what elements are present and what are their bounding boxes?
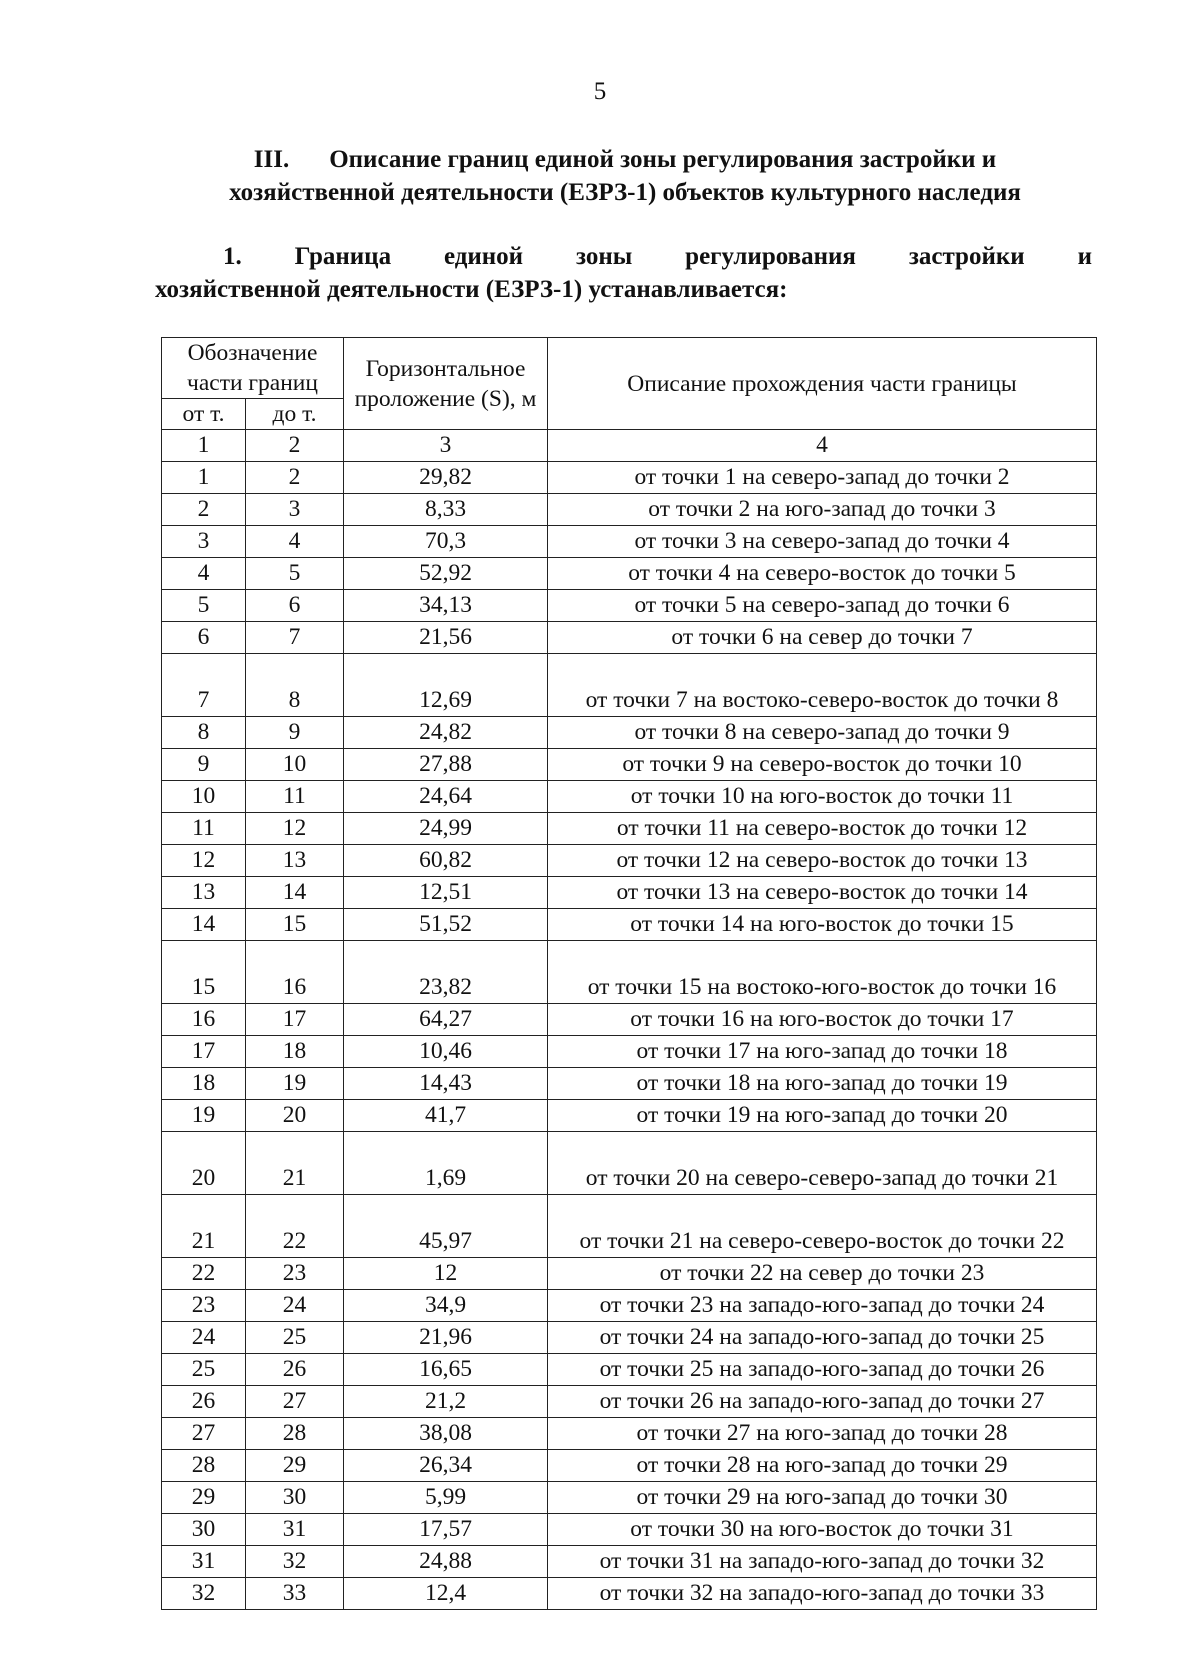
cell-from-point: 11: [162, 813, 246, 845]
cell-to-point: 29: [246, 1450, 344, 1482]
cell-distance: 34,9: [344, 1290, 548, 1322]
cell-from-point: 24: [162, 1322, 246, 1354]
cell-distance: 16,65: [344, 1354, 548, 1386]
table-row: [162, 1290, 1097, 1322]
cell-from-point: 22: [162, 1258, 246, 1290]
cell-from-point: 6: [162, 622, 246, 654]
cell-from-point: 19: [162, 1100, 246, 1132]
cell-to-point: 32: [246, 1546, 344, 1578]
cell-to-point: 27: [246, 1386, 344, 1418]
cell-to-point: 18: [246, 1036, 344, 1068]
column-number: 2: [246, 430, 344, 462]
cell-description: от точки 2 на юго-запад до точки 3: [548, 494, 1097, 526]
cell-from-point: 12: [162, 845, 246, 877]
cell-from-point: 13: [162, 877, 246, 909]
table-row: [162, 1195, 1097, 1258]
cell-distance: 1,69: [344, 1132, 548, 1195]
cell-to-point: 21: [246, 1132, 344, 1195]
cell-description: от точки 24 на западо-юго-запад до точки 25: [548, 1322, 1097, 1354]
table-row: [162, 494, 1097, 526]
cell-from-point: 14: [162, 909, 246, 941]
table-row: [162, 1546, 1097, 1578]
subtitle-word: застройки: [908, 243, 1025, 270]
header-to: до т.: [246, 399, 344, 430]
cell-distance: 51,52: [344, 909, 548, 941]
cell-distance: 12,69: [344, 654, 548, 717]
table-row: [162, 877, 1097, 909]
cell-to-point: 17: [246, 1004, 344, 1036]
cell-distance: 14,43: [344, 1068, 548, 1100]
cell-description: от точки 6 на север до точки 7: [548, 622, 1097, 654]
cell-distance: 21,56: [344, 622, 548, 654]
cell-distance: 24,82: [344, 717, 548, 749]
section-roman-numeral: III.: [253, 146, 290, 173]
cell-distance: 5,99: [344, 1482, 548, 1514]
table-row: [162, 1418, 1097, 1450]
cell-description: от точки 27 на юго-запад до точки 28: [548, 1418, 1097, 1450]
table-row: [162, 1036, 1097, 1068]
cell-distance: 24,64: [344, 781, 548, 813]
cell-from-point: 27: [162, 1418, 246, 1450]
cell-to-point: 6: [246, 590, 344, 622]
cell-to-point: 2: [246, 462, 344, 494]
cell-description: от точки 14 на юго-восток до точки 15: [548, 909, 1097, 941]
subtitle-word: и: [1077, 243, 1092, 270]
cell-to-point: 22: [246, 1195, 344, 1258]
header-from: от т.: [162, 399, 246, 430]
cell-from-point: 2: [162, 494, 246, 526]
cell-from-point: 8: [162, 717, 246, 749]
table-row: [162, 558, 1097, 590]
cell-from-point: 4: [162, 558, 246, 590]
table-row: [162, 590, 1097, 622]
table-row: [162, 1578, 1097, 1610]
cell-distance: 23,82: [344, 941, 548, 1004]
table-row: [162, 1258, 1097, 1290]
table-row: [162, 1514, 1097, 1546]
cell-description: от точки 17 на юго-запад до точки 18: [548, 1036, 1097, 1068]
cell-description: от точки 12 на северо-восток до точки 13: [548, 845, 1097, 877]
cell-from-point: 10: [162, 781, 246, 813]
subtitle-word: зоны: [575, 243, 633, 270]
table-row: [162, 1482, 1097, 1514]
subtitle-line-2: хозяйственной деятельности (ЕЗРЗ-1) устанавливается:: [155, 276, 788, 303]
cell-distance: 27,88: [344, 749, 548, 781]
cell-from-point: 3: [162, 526, 246, 558]
cell-distance: 45,97: [344, 1195, 548, 1258]
cell-description: от точки 32 на западо-юго-запад до точки 33: [548, 1578, 1097, 1610]
cell-description: от точки 1 на северо-запад до точки 2: [548, 462, 1097, 494]
table-row: [162, 622, 1097, 654]
column-number: 4: [548, 430, 1097, 462]
table-row: [162, 1322, 1097, 1354]
cell-description: от точки 11 на северо-восток до точки 12: [548, 813, 1097, 845]
cell-description: от точки 23 на западо-юго-запад до точки 24: [548, 1290, 1097, 1322]
cell-description: от точки 10 на юго-восток до точки 11: [548, 781, 1097, 813]
cell-to-point: 10: [246, 749, 344, 781]
cell-description: от точки 28 на юго-запад до точки 29: [548, 1450, 1097, 1482]
cell-to-point: 14: [246, 877, 344, 909]
subtitle-word: 1.: [223, 243, 242, 270]
cell-description: от точки 3 на северо-запад до точки 4: [548, 526, 1097, 558]
cell-description: от точки 26 на западо-юго-запад до точки 27: [548, 1386, 1097, 1418]
cell-from-point: 16: [162, 1004, 246, 1036]
cell-to-point: 30: [246, 1482, 344, 1514]
section-title: [170, 143, 1080, 209]
boundary-table: [161, 337, 1097, 1610]
cell-from-point: 15: [162, 941, 246, 1004]
cell-distance: 24,88: [344, 1546, 548, 1578]
table-row: [162, 1132, 1097, 1195]
cell-description: от точки 18 на юго-запад до точки 19: [548, 1068, 1097, 1100]
cell-to-point: 16: [246, 941, 344, 1004]
table-row: [162, 749, 1097, 781]
table-row: [162, 654, 1097, 717]
cell-from-point: 25: [162, 1354, 246, 1386]
table-row: [162, 462, 1097, 494]
table-row: [162, 813, 1097, 845]
cell-from-point: 31: [162, 1546, 246, 1578]
cell-description: от точки 8 на северо-запад до точки 9: [548, 717, 1097, 749]
header-description: Описание прохождения части границы: [548, 338, 1097, 430]
cell-description: от точки 21 на северо-северо-восток до точки 22: [548, 1195, 1097, 1258]
cell-distance: 60,82: [344, 845, 548, 877]
cell-distance: 12: [344, 1258, 548, 1290]
cell-distance: 26,34: [344, 1450, 548, 1482]
cell-from-point: 28: [162, 1450, 246, 1482]
table-row: [162, 717, 1097, 749]
cell-distance: 52,92: [344, 558, 548, 590]
cell-from-point: 21: [162, 1195, 246, 1258]
table-body: [162, 462, 1097, 1610]
cell-distance: 21,2: [344, 1386, 548, 1418]
column-number: 1: [162, 430, 246, 462]
subtitle: [155, 240, 1092, 306]
cell-description: от точки 9 на северо-восток до точки 10: [548, 749, 1097, 781]
cell-from-point: 32: [162, 1578, 246, 1610]
cell-from-point: 1: [162, 462, 246, 494]
cell-distance: 29,82: [344, 462, 548, 494]
cell-distance: 12,51: [344, 877, 548, 909]
cell-to-point: 19: [246, 1068, 344, 1100]
table-row: [162, 1100, 1097, 1132]
cell-description: от точки 29 на юго-запад до точки 30: [548, 1482, 1097, 1514]
cell-description: от точки 20 на северо-северо-запад до точки 21: [548, 1132, 1097, 1195]
table-row: [162, 1354, 1097, 1386]
cell-description: от точки 22 на север до точки 23: [548, 1258, 1097, 1290]
section-title-text: Описание границ единой зоны регулирования застройки и хозяйственной деятельности (ЕЗРЗ-1) объектов культурного наследия: [229, 146, 1021, 206]
cell-distance: 21,96: [344, 1322, 548, 1354]
cell-description: от точки 30 на юго-восток до точки 31: [548, 1514, 1097, 1546]
column-number-row: [162, 430, 1097, 462]
cell-distance: 38,08: [344, 1418, 548, 1450]
cell-distance: 10,46: [344, 1036, 548, 1068]
cell-to-point: 26: [246, 1354, 344, 1386]
cell-description: от точки 15 на востоко-юго-восток до точки 16: [548, 941, 1097, 1004]
cell-to-point: 31: [246, 1514, 344, 1546]
cell-from-point: 7: [162, 654, 246, 717]
table-row: [162, 941, 1097, 1004]
cell-description: от точки 25 на западо-юго-запад до точки 26: [548, 1354, 1097, 1386]
cell-from-point: 5: [162, 590, 246, 622]
page-number: 5: [593, 78, 607, 105]
cell-to-point: 33: [246, 1578, 344, 1610]
cell-to-point: 11: [246, 781, 344, 813]
cell-to-point: 25: [246, 1322, 344, 1354]
cell-from-point: 20: [162, 1132, 246, 1195]
cell-to-point: 23: [246, 1258, 344, 1290]
cell-distance: 17,57: [344, 1514, 548, 1546]
cell-from-point: 26: [162, 1386, 246, 1418]
cell-to-point: 20: [246, 1100, 344, 1132]
cell-description: от точки 19 на юго-запад до точки 20: [548, 1100, 1097, 1132]
subtitle-word: Граница: [294, 243, 392, 270]
cell-distance: 34,13: [344, 590, 548, 622]
cell-from-point: 18: [162, 1068, 246, 1100]
table-row: [162, 1004, 1097, 1036]
subtitle-word: единой: [443, 243, 524, 270]
cell-distance: 64,27: [344, 1004, 548, 1036]
cell-distance: 24,99: [344, 813, 548, 845]
cell-to-point: 3: [246, 494, 344, 526]
cell-distance: 12,4: [344, 1578, 548, 1610]
cell-to-point: 7: [246, 622, 344, 654]
cell-from-point: 17: [162, 1036, 246, 1068]
cell-to-point: 5: [246, 558, 344, 590]
cell-description: от точки 4 на северо-восток до точки 5: [548, 558, 1097, 590]
cell-description: от точки 16 на юго-восток до точки 17: [548, 1004, 1097, 1036]
cell-from-point: 29: [162, 1482, 246, 1514]
header-designation: Обозначение части границ: [162, 338, 344, 399]
cell-to-point: 9: [246, 717, 344, 749]
table-row: [162, 1068, 1097, 1100]
cell-to-point: 4: [246, 526, 344, 558]
cell-from-point: 23: [162, 1290, 246, 1322]
cell-from-point: 9: [162, 749, 246, 781]
cell-to-point: 12: [246, 813, 344, 845]
cell-description: от точки 13 на северо-восток до точки 14: [548, 877, 1097, 909]
cell-from-point: 30: [162, 1514, 246, 1546]
table-row: [162, 1386, 1097, 1418]
table-row: [162, 909, 1097, 941]
cell-to-point: 15: [246, 909, 344, 941]
cell-to-point: 24: [246, 1290, 344, 1322]
header-distance: Горизонтальное проложение (S), м: [344, 338, 548, 430]
cell-to-point: 13: [246, 845, 344, 877]
cell-description: от точки 5 на северо-запад до точки 6: [548, 590, 1097, 622]
table-row: [162, 1450, 1097, 1482]
cell-description: от точки 7 на востоко-северо-восток до точки 8: [548, 654, 1097, 717]
column-number: 3: [344, 430, 548, 462]
table-row: [162, 845, 1097, 877]
table-row: [162, 781, 1097, 813]
cell-distance: 70,3: [344, 526, 548, 558]
table-row: [162, 526, 1097, 558]
cell-distance: 8,33: [344, 494, 548, 526]
cell-to-point: 8: [246, 654, 344, 717]
cell-distance: 41,7: [344, 1100, 548, 1132]
cell-to-point: 28: [246, 1418, 344, 1450]
subtitle-line-1: [155, 240, 1092, 273]
subtitle-word: регулирования: [685, 243, 856, 270]
cell-description: от точки 31 на западо-юго-запад до точки 32: [548, 1546, 1097, 1578]
